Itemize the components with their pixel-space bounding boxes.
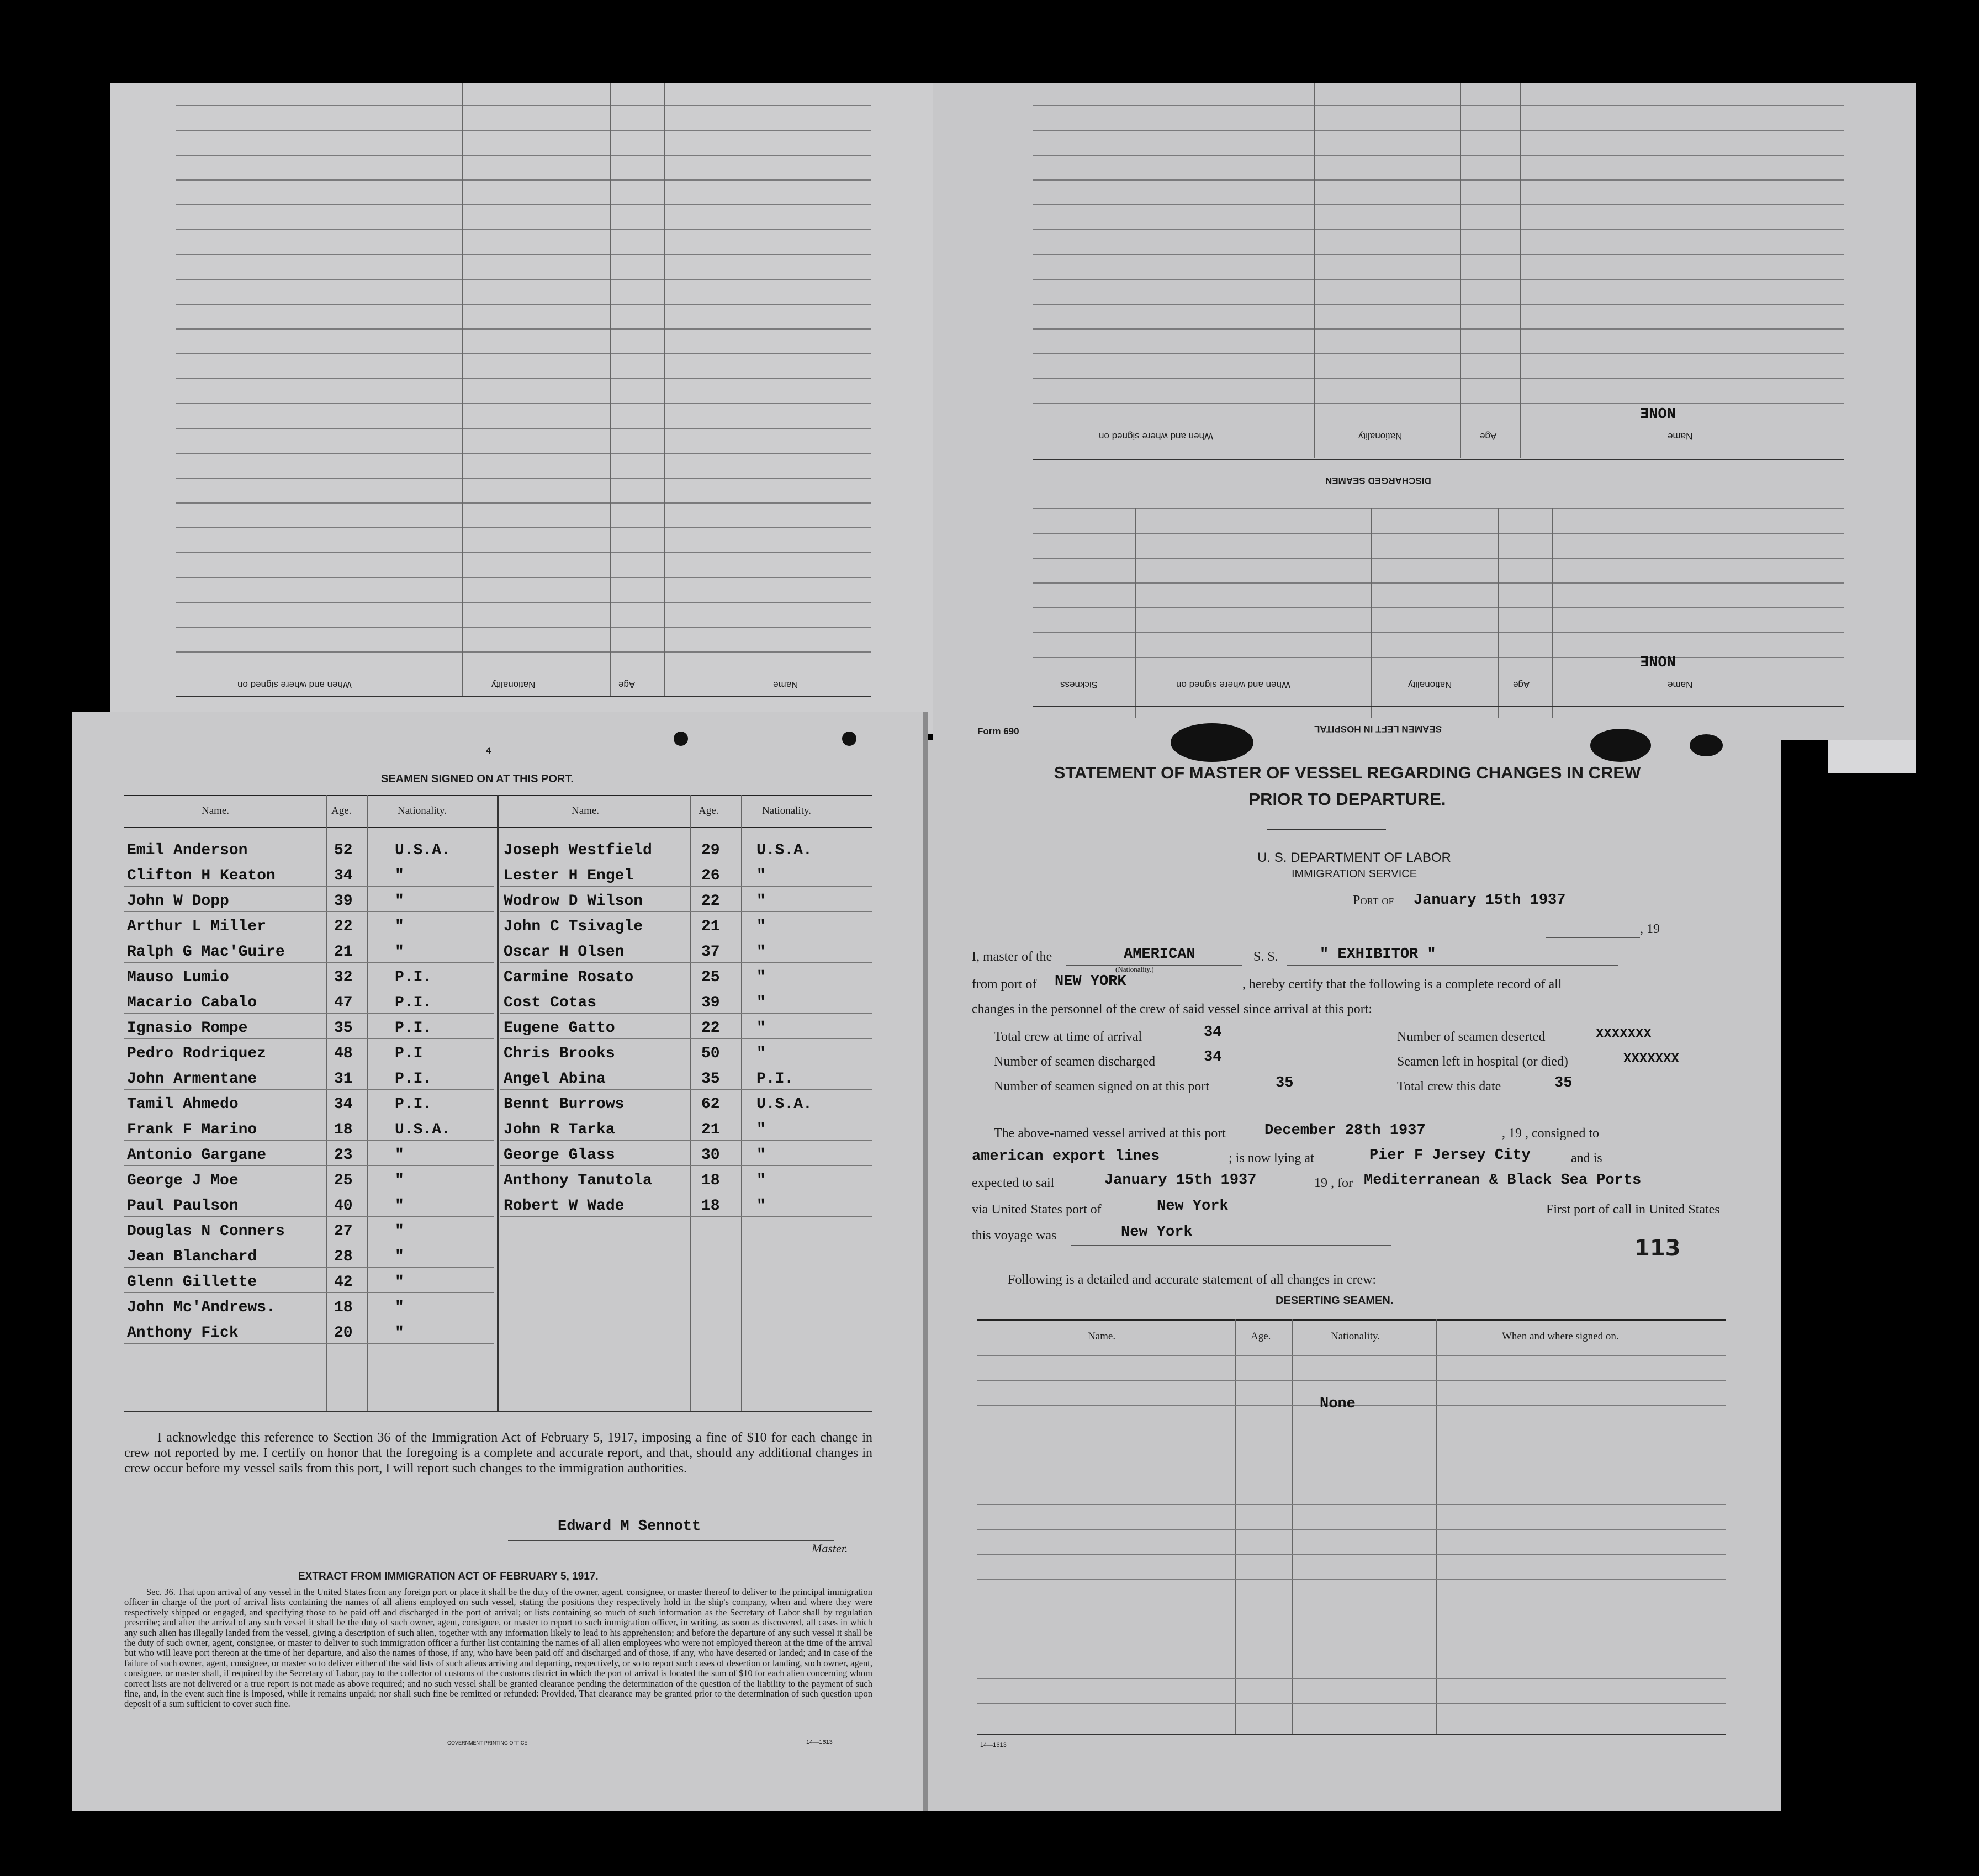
crew-name-right: Eugene Gatto	[504, 1020, 615, 1037]
crew-nat-right: "	[756, 1020, 766, 1037]
statement-code: 14—1613	[980, 1742, 1007, 1748]
deserting-entry: None	[1320, 1396, 1356, 1412]
crew-name-right: Robert W Wade	[504, 1197, 625, 1215]
crew-nat-left: P.I.	[395, 1096, 432, 1113]
crew-name-left: Macario Cabalo	[127, 994, 257, 1011]
crew-nat-left: "	[395, 1197, 404, 1215]
row-rule	[124, 1013, 494, 1014]
row-rule	[500, 1089, 872, 1090]
arrived-value: December 28th 1937	[1264, 1122, 1426, 1139]
row-rule	[500, 1013, 872, 1014]
row-rule	[500, 911, 872, 912]
expected-value: January 15th 1937	[1104, 1172, 1257, 1189]
col-age-left: Age.	[331, 805, 352, 817]
crew-name-left: Mauso Lumio	[127, 969, 229, 986]
tr-discharged-entry: NONE	[1640, 403, 1676, 420]
row-rule	[500, 1038, 872, 1039]
crew-name-left: George J Moe	[127, 1172, 239, 1189]
crew-age-right: 22	[701, 893, 720, 910]
burn-mark	[1690, 734, 1723, 756]
crew-nat-left: "	[395, 1299, 404, 1316]
discharged-value: 34	[1204, 1049, 1222, 1066]
tr-hos-col-age: Age	[1513, 680, 1530, 690]
crew-age-right: 22	[701, 1020, 720, 1037]
crew-name-left: Frank F Marino	[127, 1121, 257, 1138]
changes-text: changes in the personnel of the crew of said vessel since arrival at this port:	[972, 1002, 1373, 1016]
crew-nat-left: P.I.	[395, 969, 432, 986]
crew-name-right: Carmine Rosato	[504, 969, 634, 986]
crew-age-right: 39	[701, 994, 720, 1011]
row-rule	[124, 1089, 494, 1090]
ss-label: S. S.	[1253, 950, 1278, 964]
statement-title-2: PRIOR TO DEPARTURE.	[1248, 789, 1446, 809]
crew-nat-right: "	[756, 1197, 766, 1215]
crew-age-right: 25	[701, 969, 720, 986]
deserted-value: XXXXXXX	[1596, 1027, 1652, 1042]
master-signature: Edward M Sennott	[558, 1518, 701, 1535]
crew-name-right: Wodrow D Wilson	[504, 893, 643, 910]
row-rule	[124, 1216, 494, 1217]
punch-hole	[674, 732, 688, 746]
crew-nat-left: P.I.	[395, 1020, 432, 1037]
row-rule	[500, 1165, 872, 1166]
crew-age-left: 52	[334, 842, 353, 859]
for-label: 19 , for	[1314, 1176, 1353, 1190]
discharged-label: Number of seamen discharged	[994, 1054, 1156, 1069]
punch-hole	[842, 732, 856, 746]
crew-name-left: Pedro Rodriquez	[127, 1045, 267, 1062]
crew-name-left: Jean Blanchard	[127, 1248, 257, 1265]
tl-col-age: Age	[618, 680, 636, 690]
master-label: Master.	[812, 1541, 848, 1555]
crew-name-right: Joseph Westfield	[504, 842, 652, 859]
tr-dis-col-age: Age	[1480, 431, 1497, 442]
row-rule	[500, 886, 872, 887]
crew-age-left: 21	[334, 944, 353, 961]
crew-age-left: 39	[334, 893, 353, 910]
row-rule	[124, 1165, 494, 1166]
extract-title: EXTRACT FROM IMMIGRATION ACT OF FEBRUARY 5, 1917.	[298, 1571, 599, 1582]
tl-col-when: When and where signed on	[237, 680, 352, 690]
crew-name-left: Paul Paulson	[127, 1197, 239, 1215]
bottom-left-sheet	[72, 712, 925, 1811]
crew-name-right: John R Tarka	[504, 1121, 615, 1138]
following-text: Following is a detailed and accurate statement of all changes in crew:	[1008, 1273, 1377, 1287]
row-rule	[500, 962, 872, 963]
crew-age-left: 34	[334, 1096, 353, 1113]
crew-age-left: 42	[334, 1274, 353, 1291]
consignee-value: american export lines	[972, 1148, 1160, 1165]
crew-age-left: 28	[334, 1248, 353, 1265]
crew-nat-left: "	[395, 893, 404, 910]
tr-hos-col-sickness: Sickness	[1060, 680, 1098, 690]
statement-title-1: STATEMENT OF MASTER OF VESSEL REGARDING CHANGES IN CREW	[1054, 763, 1641, 782]
des-col-name: Name.	[1088, 1331, 1116, 1342]
crew-name-right: Oscar H Olsen	[504, 944, 625, 961]
lying-at-value: Pier F Jersey City	[1369, 1147, 1531, 1164]
dept-label: U. S. DEPARTMENT OF LABOR	[1257, 850, 1451, 865]
crew-name-left: Ralph G Mac'Guire	[127, 944, 285, 961]
crew-age-right: 18	[701, 1172, 720, 1189]
crew-nat-right: P.I.	[756, 1071, 794, 1088]
crew-name-left: Ignasio Rompe	[127, 1020, 248, 1037]
crew-age-left: 27	[334, 1223, 353, 1240]
crew-age-left: 31	[334, 1071, 353, 1088]
col-nat-right: Nationality.	[762, 805, 811, 817]
row-rule	[124, 1038, 494, 1039]
col-age-right: Age.	[699, 805, 719, 817]
crew-nat-right: "	[756, 994, 766, 1011]
consigned-label: , 19 , consigned to	[1502, 1126, 1599, 1141]
crew-name-right: Chris Brooks	[504, 1045, 615, 1062]
port-label: Port of	[1353, 893, 1394, 908]
crew-nat-right: U.S.A.	[756, 842, 812, 859]
signed-on-label: Number of seamen signed on at this port	[994, 1079, 1209, 1094]
row-rule	[500, 1140, 872, 1141]
crew-age-left: 32	[334, 969, 353, 986]
col-nat-left: Nationality.	[398, 805, 447, 817]
crew-age-right: 30	[701, 1147, 720, 1164]
total-crew-date-label: Total crew this date	[1397, 1079, 1501, 1094]
crew-age-left: 34	[334, 867, 353, 884]
crew-age-right: 50	[701, 1045, 720, 1062]
crew-nat-right: "	[756, 1121, 766, 1138]
crew-age-left: 40	[334, 1197, 353, 1215]
crew-name-left: Emil Anderson	[127, 842, 248, 859]
crew-age-right: 29	[701, 842, 720, 859]
service-label: IMMIGRATION SERVICE	[1291, 868, 1417, 880]
row-rule	[124, 886, 494, 887]
crew-nat-left: U.S.A.	[395, 1121, 451, 1138]
year-suffix: , 19	[1640, 922, 1660, 936]
crew-age-left: 22	[334, 918, 353, 935]
extract-code: 14—1613	[806, 1739, 833, 1746]
crew-name-left: Anthony Fick	[127, 1324, 239, 1342]
row-rule	[124, 1267, 494, 1268]
crew-name-left: Douglas N Conners	[127, 1223, 285, 1240]
arrived-label: The above-named vessel arrived at this port	[994, 1126, 1226, 1141]
crew-name-right: Anthony Tanutola	[504, 1172, 652, 1189]
crew-age-left: 35	[334, 1020, 353, 1037]
crew-age-right: 18	[701, 1197, 720, 1215]
crew-nat-right: "	[756, 867, 766, 884]
crew-age-left: 25	[334, 1172, 353, 1189]
printer-mark: GOVERNMENT PRINTING OFFICE	[447, 1740, 528, 1746]
vessel-name: " EXHIBITOR "	[1320, 946, 1436, 963]
crew-nat-left: P.I	[395, 1045, 423, 1062]
burn-mark	[1590, 729, 1651, 762]
des-col-nat: Nationality.	[1331, 1331, 1380, 1342]
crew-age-left: 18	[334, 1299, 353, 1316]
tl-col-nationality: Nationality	[491, 680, 536, 690]
crew-nat-right: "	[756, 1172, 766, 1189]
statement-date: January 15th 1937	[1414, 892, 1566, 909]
master-of-label: I, master of the	[972, 950, 1052, 964]
total-crew-arrival-value: 34	[1204, 1024, 1222, 1041]
crew-nat-left: "	[395, 1274, 404, 1291]
crew-name-left: John W Dopp	[127, 893, 229, 910]
crew-age-left: 23	[334, 1147, 353, 1164]
crew-nat-left: P.I.	[395, 1071, 432, 1088]
row-rule	[124, 911, 494, 912]
crew-nat-right: U.S.A.	[756, 1096, 812, 1113]
crew-nat-left: "	[395, 944, 404, 961]
deserting-title: DESERTING SEAMEN.	[1276, 1295, 1394, 1307]
via-label: via United States port of	[972, 1202, 1102, 1217]
burn-mark	[1171, 723, 1253, 762]
row-rule	[124, 962, 494, 963]
tr-dis-col-nat: Nationality	[1358, 431, 1403, 442]
nationality-note: (Nationality.)	[1115, 965, 1154, 973]
row-rule	[124, 1140, 494, 1141]
crew-nat-left: "	[395, 1172, 404, 1189]
tr-hos-col-name: Name	[1668, 680, 1693, 690]
crew-nat-left: "	[395, 1324, 404, 1342]
crew-nat-right: "	[756, 969, 766, 986]
crew-name-left: Tamil Ahmedo	[127, 1096, 239, 1113]
expected-label: expected to sail	[972, 1176, 1055, 1190]
tr-hos-col-nat: Nationality	[1408, 680, 1452, 690]
crew-nat-left: "	[395, 1223, 404, 1240]
crew-nat-right: "	[756, 1045, 766, 1062]
crew-name-left: Glenn Gillette	[127, 1274, 257, 1291]
tr-discharged-title: DISCHARGED SEAMEN	[1325, 475, 1431, 486]
tr-dis-col-name: Name	[1668, 431, 1693, 442]
lying-label: ; is now lying at	[1229, 1151, 1314, 1165]
crew-name-right: Bennt Burrows	[504, 1096, 625, 1113]
via-port-value: New York	[1157, 1198, 1229, 1215]
crew-nat-left: "	[395, 1147, 404, 1164]
crew-age-left: 48	[334, 1045, 353, 1062]
crew-nat-left: "	[395, 1248, 404, 1265]
nationality-value: AMERICAN	[1124, 946, 1195, 963]
tr-hospital-entry: NONE	[1640, 651, 1676, 668]
from-port-value: NEW YORK	[1055, 973, 1126, 990]
signed-on-title: SEAMEN SIGNED ON AT THIS PORT.	[381, 773, 574, 785]
col-name-right: Name.	[572, 805, 600, 817]
page-mark: 113	[1634, 1236, 1681, 1261]
row-rule	[500, 1216, 872, 1217]
from-port-label: from port of	[972, 977, 1037, 992]
crew-nat-left: U.S.A.	[395, 842, 451, 859]
crew-nat-right: "	[756, 918, 766, 935]
row-rule	[124, 1343, 494, 1344]
crew-age-left: 18	[334, 1121, 353, 1138]
crew-age-right: 37	[701, 944, 720, 961]
crew-name-left: Arthur L Miller	[127, 918, 267, 935]
crew-nat-left: "	[395, 918, 404, 935]
total-crew-date-value: 35	[1554, 1075, 1573, 1091]
crew-nat-right: "	[756, 944, 766, 961]
top-left-sheet	[110, 83, 939, 734]
crew-name-right: John C Tsivagle	[504, 918, 643, 935]
top-right-sheet	[933, 83, 1916, 740]
crew-age-right: 21	[701, 918, 720, 935]
des-col-when: When and where signed on.	[1502, 1331, 1619, 1342]
hospital-value: XXXXXXX	[1623, 1052, 1679, 1067]
crew-name-right: Cost Cotas	[504, 994, 597, 1011]
voyage-value: New York	[1121, 1224, 1193, 1241]
col-name-left: Name.	[202, 805, 230, 817]
crew-age-left: 47	[334, 994, 353, 1011]
crew-nat-right: "	[756, 893, 766, 910]
voyage-label: this voyage was	[972, 1228, 1057, 1243]
crew-nat-left: "	[395, 867, 404, 884]
top-left-ruled-lines	[176, 105, 871, 690]
destination-value: Mediterranean & Black Sea Ports	[1364, 1172, 1642, 1189]
crew-age-right: 62	[701, 1096, 720, 1113]
crew-name-right: Angel Abina	[504, 1071, 606, 1088]
tr-hos-col-when: When and where signed on	[1176, 680, 1290, 690]
crew-age-right: 21	[701, 1121, 720, 1138]
tr-hospital-title: SEAMEN LEFT IN HOSPITAL	[1314, 724, 1442, 734]
page-number: 4	[486, 745, 491, 756]
des-col-age: Age.	[1251, 1331, 1271, 1342]
tl-col-name: Name	[773, 680, 798, 690]
crew-age-right: 35	[701, 1071, 720, 1088]
and-is-label: and is	[1571, 1151, 1602, 1165]
extract-body: Sec. 36. That upon arrival of any vessel in the United States from any foreign port or place it shall be the duty of the owner, agent, consignee, or master thereof to deliver to the principal immigration officer in charge of the port of arrival lists containing the names of all aliens employed on such vessel, stating the positions they respectively hold in the ship's company, when and where they were respectively shipped or engaged, and specifying those to be paid off and discharged in the port of arrival; or lists containing so much of such information as the Secretary of Labor shall by regulation prescribe; and after the arrival of any such vessel it shall be the duty of such owner, agent, consignee, or master to report to such immigration officer, in writing, as soon as discovered, all cases in which any such alien has illegally landed from the vessel, giving a description of such alien, together with any information likely to lead to his apprehension; and before the departure of any such vessel it shall be the duty of such owner, agent, consignee, or master to deliver to such immigration officer a further list containing the names of all alien employees who were not employed thereon at the time of the arrival but who will leave port thereon at the time of her departure, and also the names of those, if any, who have been paid off and discharged and of those, if any, who have deserted or landed; and in case of the failure of such owner, agent, consignee, or master so to deliver either of the said lists of such aliens arriving and departing, respectively, or so to report such cases of desertion or landing, such owner, agent, consignee, or master shall, if required by the Secretary of Labor, pay to the collector of customs of the customs district in which the port of arrival is located the sum of $10 for each alien concerning whom correct lists are not delivered or a true report is not made as above required; and no such vessel shall be granted clearance pending the determination of the question of the liability to the payment of such fine, and, in the event such fine is imposed, while it remains unpaid; nor shall such fine be remitted or refunded: Provided, That clearance may be granted prior to the determination of such question upon deposit of a sum sufficient to cover such fine.	[124, 1587, 872, 1709]
hospital-label: Seamen left in hospital (or died)	[1397, 1054, 1568, 1069]
crew-name-left: Antonio Gargane	[127, 1147, 267, 1164]
first-port-label: First port of call in United States	[1546, 1202, 1720, 1217]
crew-age-right: 26	[701, 867, 720, 884]
deserted-label: Number of seamen deserted	[1397, 1030, 1546, 1044]
crew-name-left: Clifton H Keaton	[127, 867, 276, 884]
certify-text: , hereby certify that the following is a complete record of all	[1242, 977, 1562, 992]
page-fold	[923, 712, 928, 1811]
crew-name-left: John Armentane	[127, 1071, 257, 1088]
crew-name-right: Lester H Engel	[504, 867, 634, 884]
crew-name-left: John Mc'Andrews.	[127, 1299, 276, 1316]
crew-age-left: 20	[334, 1324, 353, 1342]
tr-form-number: Form 690	[977, 726, 1019, 736]
crew-name-right: George Glass	[504, 1147, 615, 1164]
total-crew-arrival-label: Total crew at time of arrival	[994, 1030, 1142, 1044]
crew-nat-left: P.I.	[395, 994, 432, 1011]
top-right-ruled-lines-a	[1033, 105, 1844, 536]
signed-on-value: 35	[1276, 1075, 1294, 1091]
crew-nat-right: "	[756, 1147, 766, 1164]
tr-dis-col-when: When and where signed on	[1099, 431, 1213, 442]
acknowledgement-text: I acknowledge this reference to Section 36 of the Immigration Act of February 5, 1917, imposing a fine of $10 for each change in crew not reported by me. I certify on honor that the foregoing is a complete and accurate report, and that, should any additional changes in crew occur before my vessel sails from this port, I will report such changes to the immigration authorities.	[124, 1430, 872, 1476]
bottom-right-sheet	[928, 740, 1781, 1811]
row-rule	[124, 1292, 494, 1293]
